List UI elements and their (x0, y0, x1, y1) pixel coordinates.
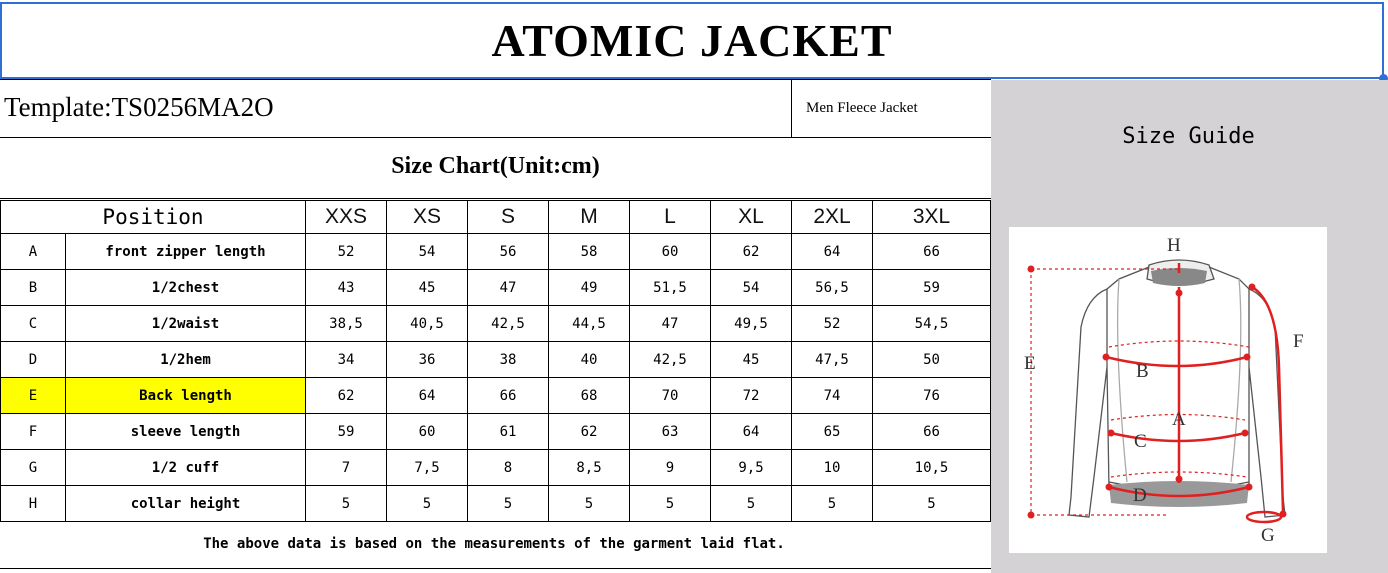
measurement-cell: 56 (468, 234, 549, 270)
measurement-cell: 5 (873, 486, 991, 522)
table-header-row (1, 201, 991, 234)
divider (791, 79, 792, 137)
measurement-cell: 5 (387, 486, 468, 522)
table-row (1, 486, 991, 522)
measurement-cell: 65 (792, 414, 873, 450)
measurement-cell: 52 (792, 306, 873, 342)
jacket-type: Men Fleece Jacket (806, 100, 918, 116)
size-header: S (468, 201, 549, 234)
measurement-cell: 7 (306, 450, 387, 486)
measurement-cell: 60 (387, 414, 468, 450)
measurement-cell: 62 (306, 378, 387, 414)
position-code: F (1, 414, 66, 450)
size-header: XL (711, 201, 792, 234)
measurement-cell: 47 (630, 306, 711, 342)
position-code: D (1, 342, 66, 378)
measurement-cell: 36 (387, 342, 468, 378)
measurement-cell: 45 (387, 270, 468, 306)
measurement-cell: 63 (630, 414, 711, 450)
diagram-label-d: D (1133, 485, 1147, 506)
measurement-cell: 62 (711, 234, 792, 270)
position-code: B (1, 270, 66, 306)
measurement-cell: 54,5 (873, 306, 991, 342)
measurement-cell: 47 (468, 270, 549, 306)
table-row (1, 378, 991, 414)
measurement-cell: 42,5 (630, 342, 711, 378)
size-header: 3XL (873, 201, 991, 234)
measurement-cell: 45 (711, 342, 792, 378)
measurement-cell: 5 (792, 486, 873, 522)
chart-title: Size Chart(Unit:cm) (391, 153, 600, 179)
measurement-cell: 38 (468, 342, 549, 378)
position-code: C (1, 306, 66, 342)
measurement-cell: 34 (306, 342, 387, 378)
diagram-label-g: G (1261, 525, 1275, 546)
measurement-cell: 66 (873, 234, 991, 270)
measurement-cell: 40,5 (387, 306, 468, 342)
size-header: 2XL (792, 201, 873, 234)
position-name: 1/2hem (66, 342, 306, 378)
diagram-label-c: C (1134, 431, 1147, 452)
measurement-cell: 60 (630, 234, 711, 270)
position-name: 1/2 cuff (66, 450, 306, 486)
diagram-label-a: A (1172, 409, 1186, 430)
jacket-illustration (1009, 227, 1327, 553)
table-row (1, 450, 991, 486)
measurement-cell: 5 (306, 486, 387, 522)
table-row (1, 270, 991, 306)
template-code: Template:TS0256MA2O (4, 92, 274, 122)
measurement-cell: 66 (873, 414, 991, 450)
table-row (1, 234, 991, 270)
measurement-cell: 8,5 (549, 450, 630, 486)
measurement-cell: 8 (468, 450, 549, 486)
footnote: The above data is based on the measurements of the garment laid flat. (203, 536, 785, 552)
measurement-cell: 10,5 (873, 450, 991, 486)
diagram-label-f: F (1293, 331, 1304, 352)
measurement-cell: 64 (792, 234, 873, 270)
measurement-cell: 10 (792, 450, 873, 486)
position-name: collar height (66, 486, 306, 522)
measurement-cell: 9 (630, 450, 711, 486)
position-name: front zipper length (66, 234, 306, 270)
measurement-cell: 49 (549, 270, 630, 306)
size-table (0, 200, 991, 522)
position-name: 1/2waist (66, 306, 306, 342)
measurement-cell: 54 (711, 270, 792, 306)
measurement-cell: 59 (306, 414, 387, 450)
measurement-cell: 68 (549, 378, 630, 414)
size-guide-label: Size Guide (1122, 124, 1255, 149)
table-row (1, 414, 991, 450)
measurement-cell: 72 (711, 378, 792, 414)
page-title (0, 2, 1384, 79)
jacket-diagram (1009, 227, 1327, 553)
position-name: 1/2chest (66, 270, 306, 306)
measurement-cell: 40 (549, 342, 630, 378)
position-code: H (1, 486, 66, 522)
measurement-cell: 54 (387, 234, 468, 270)
measurement-cell: 74 (792, 378, 873, 414)
measurement-cell: 58 (549, 234, 630, 270)
size-header: M (549, 201, 630, 234)
measurement-cell: 64 (711, 414, 792, 450)
table-row (1, 342, 991, 378)
measurement-cell: 70 (630, 378, 711, 414)
measurement-cell: 61 (468, 414, 549, 450)
position-name: Back length (66, 378, 306, 414)
divider (0, 568, 991, 569)
measurement-cell: 5 (711, 486, 792, 522)
position-name: sleeve length (66, 414, 306, 450)
measurement-cell: 50 (873, 342, 991, 378)
title-text: ATOMIC JACKET (491, 15, 893, 66)
diagram-label-b: B (1136, 361, 1149, 382)
position-header: Position (1, 201, 306, 234)
divider (0, 137, 991, 138)
position-code: A (1, 234, 66, 270)
measurement-cell: 38,5 (306, 306, 387, 342)
measurement-cell: 56,5 (792, 270, 873, 306)
measurement-cell: 5 (630, 486, 711, 522)
measurement-cell: 59 (873, 270, 991, 306)
measurement-cell: 7,5 (387, 450, 468, 486)
position-code: G (1, 450, 66, 486)
position-code: E (1, 378, 66, 414)
diagram-label-h: H (1167, 235, 1181, 256)
measurement-cell: 51,5 (630, 270, 711, 306)
measurement-cell: 9,5 (711, 450, 792, 486)
measurement-cell: 5 (549, 486, 630, 522)
measurement-cell: 52 (306, 234, 387, 270)
size-header: XS (387, 201, 468, 234)
measurement-cell: 66 (468, 378, 549, 414)
divider (0, 79, 991, 80)
measurement-cell: 43 (306, 270, 387, 306)
measurement-cell: 76 (873, 378, 991, 414)
measurement-cell: 5 (468, 486, 549, 522)
table-row (1, 306, 991, 342)
measurement-cell: 62 (549, 414, 630, 450)
size-header: L (630, 201, 711, 234)
measurement-cell: 47,5 (792, 342, 873, 378)
measurement-cell: 64 (387, 378, 468, 414)
measurement-cell: 49,5 (711, 306, 792, 342)
size-header: XXS (306, 201, 387, 234)
divider (0, 198, 991, 199)
measurement-cell: 42,5 (468, 306, 549, 342)
measurement-cell: 44,5 (549, 306, 630, 342)
diagram-label-e: E (1024, 353, 1036, 374)
